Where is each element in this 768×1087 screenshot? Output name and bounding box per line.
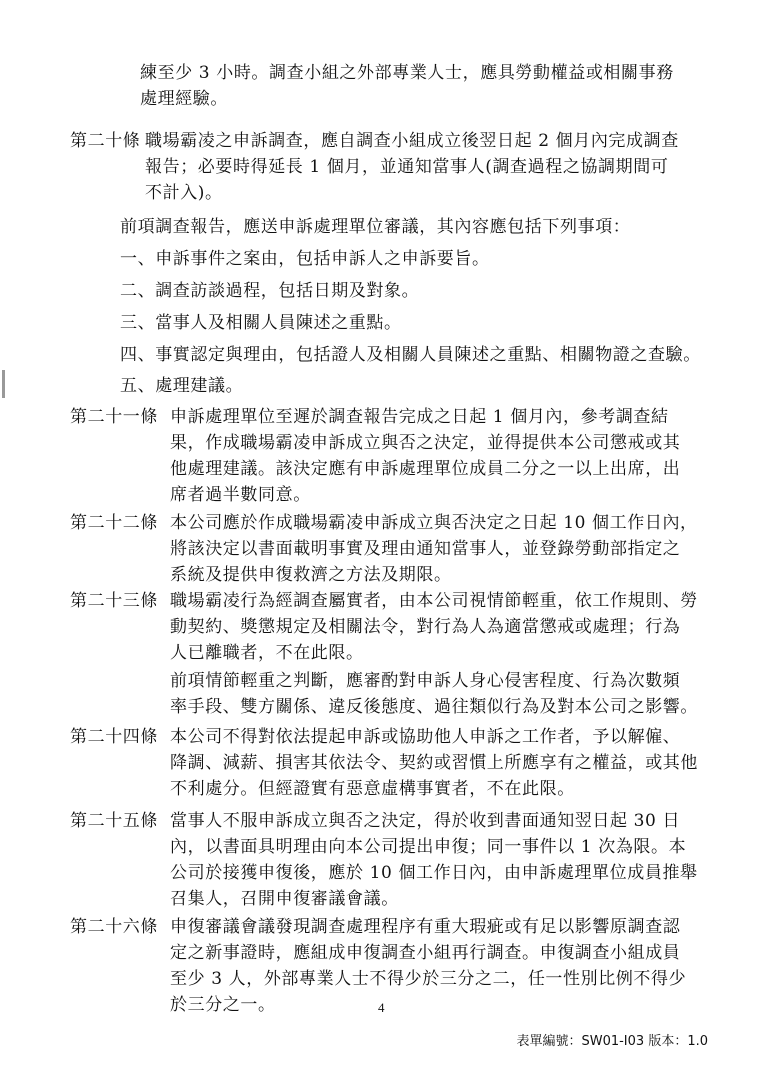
article-26-heading: 第二十六條 <box>70 917 158 937</box>
form-number: 表單編號：SW01-I03 版本：1.0 <box>516 1034 708 1049</box>
text-line: 本公司不得對依法提起申訴或協助他人申訴之工作者，予以解僱、 <box>170 727 681 747</box>
article-20-heading: 第二十條 <box>70 131 141 151</box>
text-line: 至少 3 人，外部專業人士不得少於三分之二，任一性別比例不得少 <box>170 969 687 989</box>
text-line: 公司於接獲申復後，應於 10 個工作日內，由申訴處理單位成員推舉 <box>170 863 698 883</box>
list-item: 二、調查訪談過程，包括日期及對象。 <box>120 281 420 301</box>
text-line: 定之新事證時，應組成申復調查小組再行調查。申復調查小組成員 <box>170 943 681 963</box>
text-line: 席者過半數同意。 <box>170 485 311 505</box>
text-line: 人已離職者，不在此限。 <box>170 643 364 663</box>
text-line: 報告；必要時得延長 1 個月，並通知當事人(調查過程之協調期間可 <box>145 157 669 177</box>
text-line: 前項調查報告，應送申訴處理單位審議，其內容應包括下列事項： <box>120 217 631 237</box>
list-item: 五、處理建議。 <box>120 376 244 396</box>
text-line: 當事人不服申訴成立與否之決定，得於收到書面通知翌日起 30 日 <box>170 811 681 831</box>
page-number: 4 <box>378 1000 385 1015</box>
list-item: 三、當事人及相關人員陳述之重點。 <box>120 313 402 333</box>
scan-mark <box>2 370 5 398</box>
text-line: 職場霸凌之申訴調查，應自調查小組成立後翌日起 2 個月內完成調查 <box>145 131 679 151</box>
text-line: 召集人，召開申復審議會議。 <box>170 889 399 909</box>
article-24-heading: 第二十四條 <box>70 727 158 747</box>
text-line: 前項情節輕重之判斷，應審酌對申訴人身心侵害程度、行為次數頻 <box>170 671 681 691</box>
text-line: 果，作成職場霸凌申訴成立與否之決定，並得提供本公司懲戒或其 <box>170 433 681 453</box>
text-line: 於三分之一。 <box>170 995 276 1015</box>
list-item: 四、事實認定與理由，包括證人及相關人員陳述之重點、相關物證之查驗。 <box>120 345 701 365</box>
text-line: 他處理建議。該決定應有申訴處理單位成員二分之一以上出席，出 <box>170 459 681 479</box>
article-21-heading: 第二十一條 <box>70 407 158 427</box>
text-line: 練至少 3 小時。調查小組之外部專業人士，應具勞動權益或相關事務 <box>140 63 674 83</box>
text-line: 降調、減薪、損害其依法令、契約或習慣上所應享有之權益，或其他 <box>170 753 698 773</box>
text-line: 不計入)。 <box>145 183 223 203</box>
article-25-heading: 第二十五條 <box>70 811 158 831</box>
text-line: 系統及提供申復救濟之方法及期限。 <box>170 565 452 585</box>
text-line: 申復審議會議發現調查處理程序有重大瑕疵或有足以影響原調查認 <box>170 917 681 937</box>
text-line: 不利處分。但經證實有惡意虛構事實者，不在此限。 <box>170 779 575 799</box>
text-line: 將該決定以書面載明事實及理由通知當事人，並登錄勞動部指定之 <box>170 539 681 559</box>
text-line: 率手段、雙方關係、違反後態度、過往類似行為及對本公司之影響。 <box>170 697 698 717</box>
text-line: 動契約、獎懲規定及相關法令，對行為人為適當懲戒或處理；行為 <box>170 617 681 637</box>
text-line: 申訴處理單位至遲於調查報告完成之日起 1 個月內，參考調查結 <box>170 407 669 427</box>
article-22-heading: 第二十二條 <box>70 513 158 533</box>
article-23-heading: 第二十三條 <box>70 591 158 611</box>
text-line: 處理經驗。 <box>140 89 228 109</box>
text-line: 職場霸凌行為經調查屬實者，由本公司視情節輕重，依工作規則、勞 <box>170 591 698 611</box>
text-line: 內，以書面具明理由向本公司提出申復；同一事件以 1 次為限。本 <box>170 837 687 857</box>
list-item: 一、申訴事件之案由，包括申訴人之申訴要旨。 <box>120 249 490 269</box>
text-line: 本公司應於作成職場霸凌申訴成立與否決定之日起 10 個工作日內， <box>170 513 698 533</box>
